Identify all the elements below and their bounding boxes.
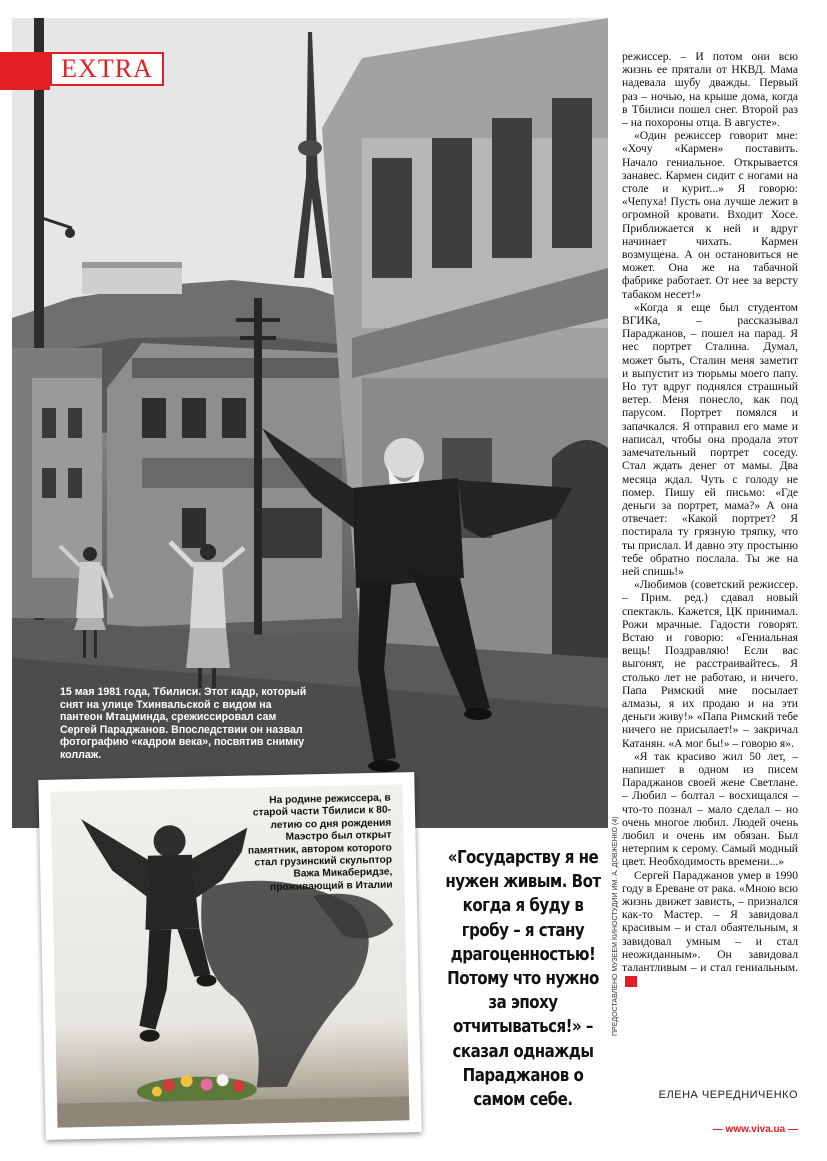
article-paragraph-last <box>622 869 798 988</box>
site-url: — www.viva.ua — <box>712 1124 798 1135</box>
article-paragraph-text: Сергей Параджанов умер в 1990 году в Ереване от рака. «Мною всю жизнь движет зависть, – признался как-то Мастер. – Я завидовал красивым – и стал обаятельным, я завидовал умным – и стал неожиданным». Он завидовал талантливым – и стал гениальным. <box>622 868 798 975</box>
article-paragraph: «Любимов (советский режиссер. – Прим. ред.) сдавал новый спектакль. Кажется, ЦК принимал. Рожи мрачные. Гадости говорят. Встаю и говорю: «Гениальная вещь! Поздравляю! Если вас выгонят, не расстраивайтесь. Я столько лет не работаю, и ничего. Папа Римский мне посылает алмазы, я их продаю и на эти деньги живу!» «Папа Римский тебе ничего не присылает!» – закричал Катанян. «А мог бы!» – говорю я». <box>622 578 798 750</box>
article-paragraph: «Один режиссер говорит мне: «Хочу «Кармен» поставить. Начало гениальное. Открывается занавес. Кармен сидит с ногами на столе и курит...» Я говорю: «Чепуха! Пусть она лучше лежит в огромной кровати. Входит Хосе. Приближается к ней и вдруг начинает чихать. Кармен возмущена. А он остановиться не может. Она же на табачной фабрике работает. От нее за версту табаком несет!» <box>622 129 798 301</box>
section-label-box <box>50 52 164 86</box>
inset-photo-frame <box>38 772 421 1140</box>
article-paragraph: «Я так красиво жил 50 лет, – напишет в одном из писем Параджанов своей жене Светлане. – Любил – болтал – восхищался – что-то познал – мало сделал – но очень многое любил. Людей очень любил и очень им обязан. Был нетерпим к серому. Самый модный цвет. Необходимость времени...» <box>622 749 798 869</box>
article-paragraph: «Когда я еще был студентом ВГИКа, – рассказывал Параджанов, – пошел на парад. Я нес портрет Сталина. Думал, может быть, Сталин меня заметит и выпустит из тюрьмы моего папу. Но тут вдруг поднялся страшный ветер. Меня понесло, как под парусом. Портрет помялся и запачкался. Я отправил его маме и написал, чтобы она продала этот замечательный портрет соседу. Стал ждать денег от мамы. Два месяца ждал. Чуть с голоду не помер. Пишу ей письмо: «Где деньги за портрет, мама?» А она отвечает: «Какой портрет? Я постирала ту грязную тряпку, что ты прислал. И давно эту простыню тебе обратно послала. Ты же на ней спишь!» <box>622 300 798 578</box>
inset-photo-caption: На родине режиссера, в старой части Тбилиси к 80-летию со дня рождения Маэстро был открыт памятник, автором которого стал грузинский скульптор Важа Микаберидзе, проживающий в Италии <box>247 792 393 893</box>
section-label: EXTRA <box>61 54 153 83</box>
end-of-article-mark: V <box>625 976 637 987</box>
photo-credit: ПРЕДОСТАВЛЕНО МУЗЕЕМ КИНОСТУДИИ ИМ. А. ДОВЖЕНКО (4) <box>612 816 619 1036</box>
main-photo-caption: 15 мая 1981 года, Тбилиси. Этот кадр, который снят на улице Тхинвальской с видом на пантеон Мтацминда, срежиссировал сам Сергей Параджанов. Впоследствии он назвал фотографию «кадром века», посвятив снимку коллаж. <box>60 686 307 761</box>
pull-quote: «Государству я не нужен живым. Вот когда я буду в гробу – я стану драгоценностью! Потому что нужно за эпоху отчитываться!» – сказал однажды Параджанов о самом себе. <box>445 848 601 1111</box>
article-paragraph: режиссер. – И потом они всю жизнь ее прятали от НКВД. Мама надевала шубу дважды. Первый раз – ночью, на крыше дома, когда в Тбилиси пошел снег. Второй раз – на похороны отца. В августе». <box>622 50 798 130</box>
author-byline: ЕЛЕНА ЧЕРЕДНИЧЕНКО <box>658 1089 798 1101</box>
section-tab-accent <box>0 52 50 90</box>
article-column <box>622 50 798 987</box>
